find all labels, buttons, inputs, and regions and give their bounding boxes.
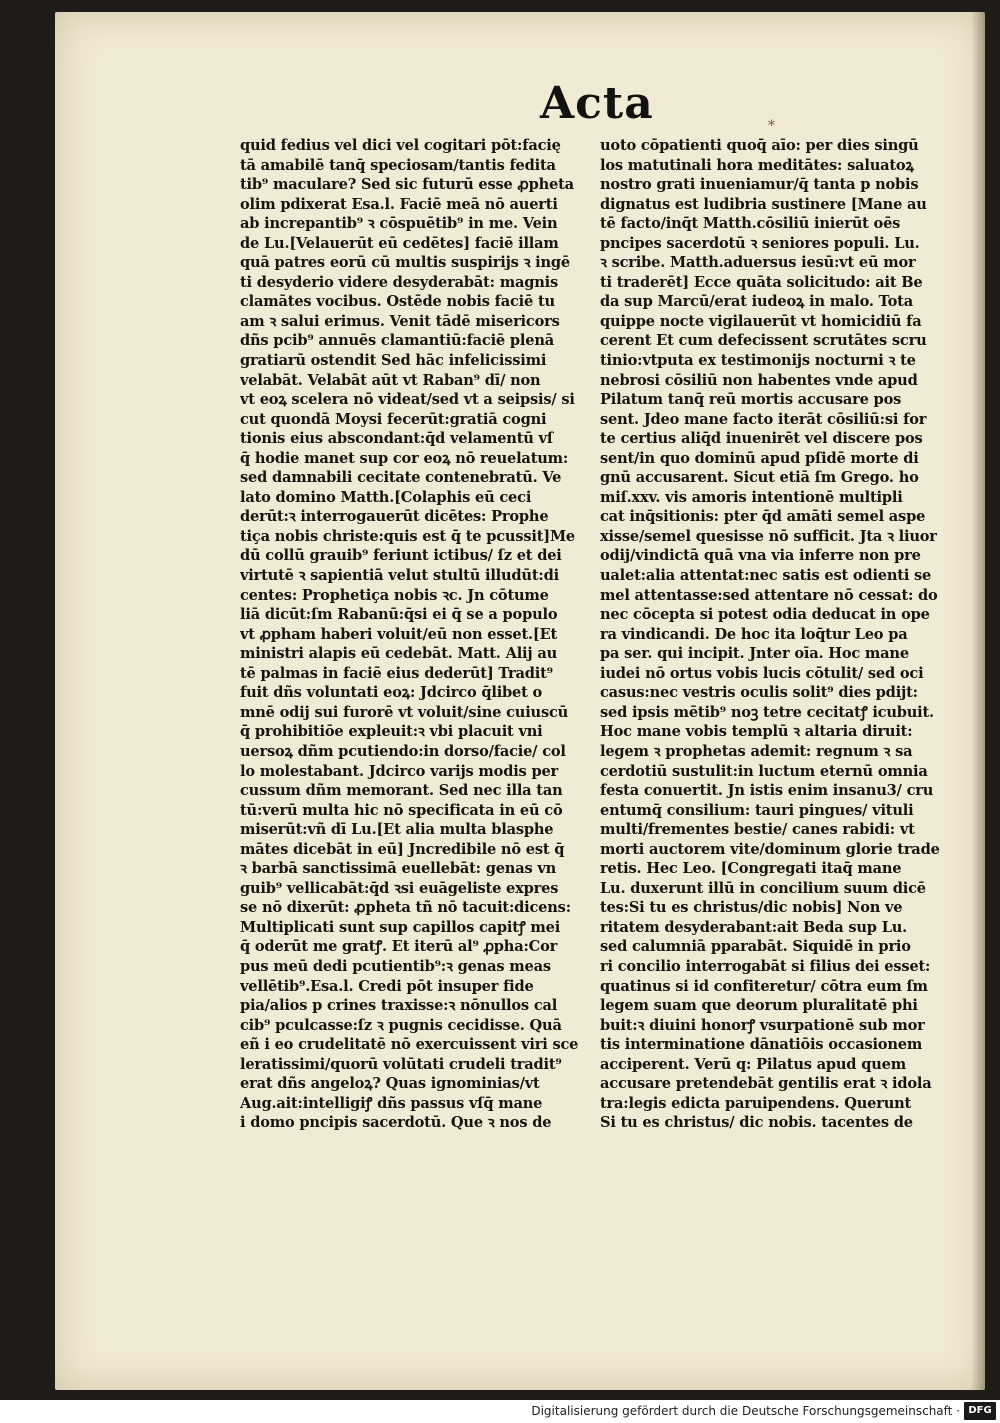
text-line: olim pdixerat Esa.l. Faciē meā nō auerti — [240, 195, 558, 213]
text-line: pncipes sacerdotū ꝛ seniores populi. Lu. — [600, 234, 920, 252]
text-line: de Lu.[Velauerūt eū cedētes] faciē illam — [240, 234, 559, 252]
text-line: dū collū grauib⁹ feriunt ictibus/ ſz et dei — [240, 547, 562, 565]
dfg-logo-icon: DFG — [964, 1402, 996, 1420]
text-line: tā amabilē tanq̄ speciosam/tantis fedita — [240, 156, 556, 174]
text-line: gnū accusarent. Sicut etiā ſm Grego. ho — [600, 469, 919, 487]
text-line: erat dñs angeloꝝ? Quas ignominias/vt — [240, 1075, 540, 1093]
text-line: ri concilio interrogabāt si filius dei esset: — [600, 957, 931, 975]
text-line: te certius aliq̄d inuenirēt vel discere pos — [600, 430, 923, 448]
text-line: Multiplicati sunt sup capillos capitꝭ mei — [240, 918, 561, 936]
text-line: tū:verū multa hic nō specificata in eū cō — [240, 801, 563, 819]
text-line: tionis eius abscondant:q̄d velamentū vſ — [240, 430, 553, 448]
text-line: q̄ oderūt me gratꝭ. Et iterū al⁹ ꝓpha:Cor — [240, 938, 558, 956]
text-line: odij/vindictā quā vna via inferre non pre — [600, 547, 921, 565]
text-line: Hoc mane vobis templū ꝛ altaria diruit: — [600, 723, 913, 741]
text-line: cib⁹ pculcasse:ſz ꝛ pugnis cecidisse. Quā — [240, 1016, 562, 1034]
text-line: quid fedius vel dici vel cogitari pōt:facię — [240, 137, 561, 154]
text-line: cut quondā Moysi fecerūt:gratiā cogni — [240, 410, 547, 428]
text-line: centes: Prophetiça nobis ꝛc. Jn cōtume — [240, 586, 549, 604]
funding-credit: Digitalisierung gefördert durch die Deutsche Forschungsgemeinschaft · — [531, 1404, 960, 1418]
text-line: ualet:alia attentat:nec satis est odienti se — [600, 567, 932, 585]
text-line: los matutinali hora meditātes: saluatoꝝ — [600, 156, 914, 174]
text-line: dignatus est ludibria sustinere [Mane au — [600, 195, 927, 213]
text-line: uersoꝝ dñm pcutiendo:in dorso/facie/ col — [240, 742, 566, 760]
text-line: virtutē ꝛ sapientiā velut stultū illudūt:di — [240, 567, 559, 585]
text-line: liā dicūt:ſm Rabanū:q̄si ei q̄ se a populo — [240, 606, 558, 624]
text-line: legem suam que deorum pluralitatē phi — [600, 997, 918, 1015]
text-line: cussum dñm memorant. Sed nec illa tan — [240, 782, 563, 800]
text-line: lo molestabant. Jdcirco varijs modis per — [240, 762, 559, 780]
text-line: tē facto/inq̄t Matth.cōsiliū inierūt oēs — [600, 215, 901, 233]
text-line: pus meū dedi pcutientib⁹:ꝛ genas meas — [240, 957, 551, 975]
text-line: tē palmas in faciē eius dederūt] Tradit⁹ — [240, 664, 553, 682]
text-line: clamātes vocibus. Ostēde nobis faciē tu — [240, 293, 555, 311]
text-line: mātes dicebāt in eū] Jncredibile nō est q̄ — [240, 840, 565, 858]
text-line: miserūt:vñ dī Lu.[Et alia multa blasphe — [240, 821, 554, 839]
text-line: q̄ prohibitiōe expleuit:ꝛ vbi placuit vni — [240, 723, 543, 741]
text-line: mnē odij sui furorē vt voluit/sine cuiuscū — [240, 703, 569, 721]
text-line: se nō dixerūt: ꝓpheta tñ nō tacuit:dicens: — [240, 899, 571, 917]
text-column-right — [600, 136, 958, 1133]
text-line: vellētib⁹.Esa.l. Credi pōt insuper fide — [240, 977, 534, 995]
text-line: lato domino Matth.[Colaphis eū ceci — [240, 488, 532, 506]
text-line: miſ.xxv. vis amoris intentionē multipli — [600, 488, 903, 506]
text-line: acciperent. Verū q: Pilatus apud quem — [600, 1055, 906, 1073]
text-line: velabāt. Velabāt aūt vt Raban⁹ dī/ non — [240, 371, 541, 389]
text-line: Lu. duxerunt illū in concilium suum dicē — [600, 879, 926, 897]
text-line: legem ꝛ prophetas ademit: regnum ꝛ sa — [600, 742, 913, 760]
text-line: sed calumniā pparabāt. Siquidē in prio — [600, 938, 911, 956]
text-line: vt ꝓpham haberi voluit/eū non esset.[Et — [240, 625, 558, 643]
text-line: ti desyderio videre desyderabāt: magnis — [240, 273, 559, 291]
text-line: buit:ꝛ diuini honorꝭ vsurpationē sub mor — [600, 1016, 925, 1034]
text-line: mel attentasse:sed attentare nō cessat: do — [600, 586, 938, 604]
text-line: sed ipsis mētib⁹ noꝫ tetre cecitatꝭ icubuit. — [600, 703, 934, 721]
text-line: tinio:vtputa ex testimonijs nocturni ꝛ te — [600, 352, 916, 370]
text-line: ab increpantib⁹ ꝛ cōspuētib⁹ in me. Vein — [240, 215, 558, 233]
text-line: da sup Marcū/erat iudeoꝝ in malo. Tota — [600, 293, 913, 311]
text-line: tiça nobis christe:quis est q̄ te pcussit]Me — [240, 527, 575, 545]
text-line: q̄ hodie manet sup cor eoꝝ nō reuelatum: — [240, 449, 569, 467]
text-line: pa ser. qui incipit. Jnter oīa. Hoc mane — [600, 645, 909, 663]
text-line: quā patres eorū cū multis suspirijs ꝛ ingē — [240, 254, 571, 272]
text-line: derūt:ꝛ interrogauerūt dicētes: Prophe — [240, 508, 549, 526]
text-line: tis interminatione dānatiōis occasionem — [600, 1036, 923, 1054]
text-line: casus:nec vestris oculis solit⁹ dies pdijt: — [600, 684, 918, 702]
text-line: cerdotiū sustulit:in luctum eternū omnia — [600, 762, 928, 780]
text-line: multi/frementes bestie/ canes rabidi: vt — [600, 821, 915, 839]
text-line: sent. Jdeo mane facto iterāt cōsiliū:si for — [600, 410, 927, 428]
text-line: ministri alapis eū cedebāt. Matt. Alij au — [240, 645, 558, 663]
text-column-left — [240, 136, 598, 1133]
text-line: nostro grati inueniamur/q̄ tanta p nobis — [600, 176, 919, 194]
text-line: ti traderēt] Ecce quāta solicitudo: ait Be — [600, 273, 923, 291]
text-line: leratissimi/quorū volūtati crudeli tradit⁹ — [240, 1055, 562, 1073]
text-line: nec cōcepta si potest odia deducat in ope — [600, 606, 930, 624]
text-line: sed damnabili cecitate contenebratū. Ve — [240, 469, 562, 487]
text-line: tib⁹ maculare? Sed sic futurū esse ꝓpheta — [240, 176, 574, 194]
text-line: ritatem desyderabant:ait Beda sup Lu. — [600, 918, 908, 936]
text-line: festa conuertit. Jn istis enim insanu3/ cru — [600, 782, 934, 800]
text-line: xisse/semel quesisse nō sufficit. Jta ꝛ liuor — [600, 527, 937, 545]
text-line: ꝛ barbā sanctissimā euellebāt: genas vn — [240, 860, 557, 878]
text-line: quippe nocte vigilauerūt vt homicidiū fa — [600, 312, 922, 330]
text-line: vt eoꝝ scelera nō videat/sed vt a seipsis/ si — [240, 391, 575, 409]
footer-bar — [0, 1400, 1000, 1423]
text-line: dñs pcib⁹ annuēs clamantiū:faciē plenā — [240, 332, 554, 350]
text-line: gratiarū ostendit Sed hāc infelicissimi — [240, 352, 547, 370]
text-line: fuit dñs voluntati eoꝝ: Jdcirco q̄libet o — [240, 684, 543, 702]
text-line: Aug.ait:intelligiꝭ dñs passus vſq̄ mane — [240, 1094, 543, 1112]
text-line: entumq̄ consilium: tauri pingues/ vituli — [600, 801, 914, 819]
text-line: cat inq̄sitionis: pter q̄d amāti semel aspe — [600, 508, 926, 526]
text-line: pia/alios p crines traxisse:ꝛ nōnullos cal — [240, 997, 558, 1015]
text-line: guib⁹ vellicabāt:q̄d ꝛsi euāgeliste expres — [240, 879, 559, 897]
margin-mark: * — [768, 118, 775, 134]
text-line: tes:Si tu es christus/dic nobis] Non ve — [600, 899, 903, 917]
text-line: cerent Et cum defecissent scrutātes scru — [600, 332, 927, 350]
text-line: tra:legis edicta paruipendens. Querunt — [600, 1094, 912, 1112]
text-line: Pilatum tanq̄ reū mortis accusare pos — [600, 391, 902, 409]
text-line: nebrosi cōsiliū non habentes vnde apud — [600, 371, 918, 389]
text-line: Si tu es christus/ dic nobis. tacentes de — [600, 1114, 913, 1132]
text-line: ra vindicandi. De hoc ita loq̄tur Leo pa — [600, 625, 908, 643]
running-head: Acta — [540, 78, 654, 129]
text-line: eñ i eo crudelitatē nō exercuissent viri sce — [240, 1036, 579, 1054]
text-line: iudei nō ortus vobis lucis cōtulit/ sed oci — [600, 664, 924, 682]
text-line: sent/in quo dominū apud pſidē morte di — [600, 449, 919, 467]
text-line: am ꝛ salui erimus. Venit tādē misericors — [240, 312, 560, 330]
text-line: morti auctorem vite/dominum glorie trade — [600, 840, 940, 858]
text-line: ꝛ scribe. Matth.aduersus iesū:vt eū mor — [600, 254, 916, 272]
text-line: quatinus si id confiteretur/ cōtra eum ſm — [600, 977, 928, 995]
text-line: uoto cōpatienti quoq̄ aīo: per dies singū — [600, 137, 919, 154]
text-line: i domo pncipis sacerdotū. Que ꝛ nos de — [240, 1114, 552, 1132]
text-line: accusare pretendebāt gentilis erat ꝛ idola — [600, 1075, 932, 1093]
text-line: retis. Hec Leo. [Congregati itaq̄ mane — [600, 860, 902, 878]
